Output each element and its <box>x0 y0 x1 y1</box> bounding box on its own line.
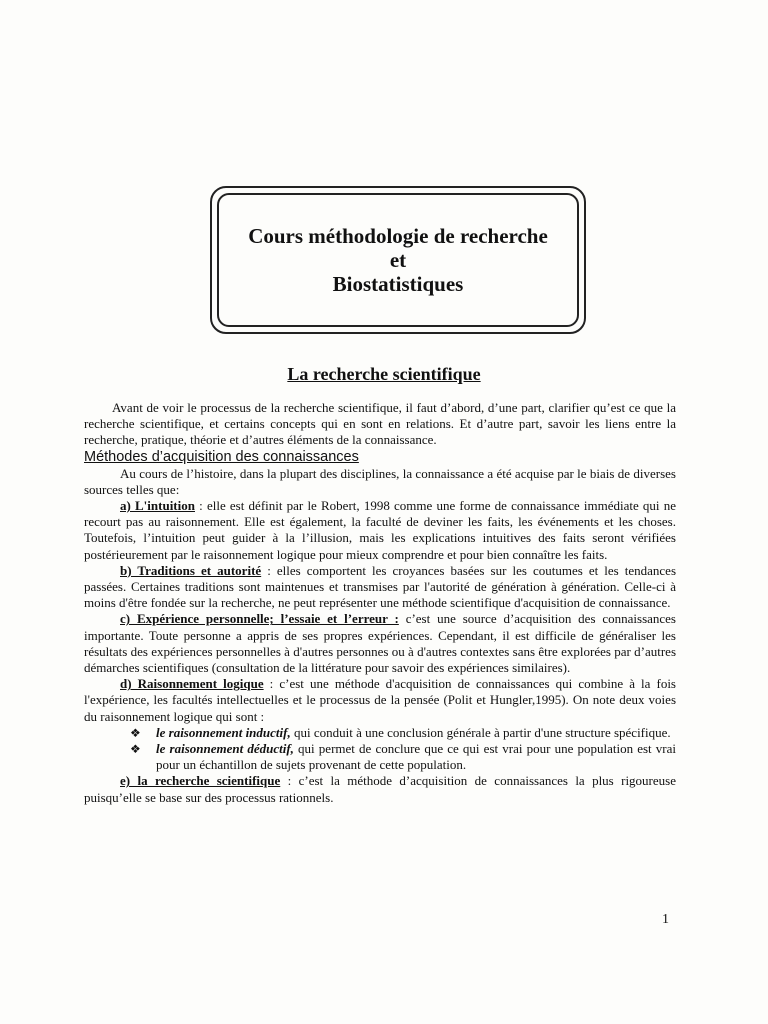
item-text: : c’est une méthode d'acquisition de connaissances qui combine à la fois l'expérience, les facultés intellectuelles et le processus de la pensée (Polit et Hungler,1995). On note deux voies du raisonnement logique qui sont : <box>84 676 676 724</box>
bullet-emphasis: le raisonnement inductif, <box>156 724 291 740</box>
section-heading-text: La recherche scientifique <box>287 364 481 384</box>
bullet-item <box>84 725 676 741</box>
course-title-line1: Cours méthodologie de recherche <box>248 224 548 248</box>
subsection-title: Méthodes d’acquisition des connaissances <box>84 448 359 465</box>
item-label: e) la recherche scientifique <box>120 773 281 789</box>
item-text: : elle est définit par le Robert, 1998 comme une forme de connaissance immédiate qui ne recourt pas au raisonnement. Elle est également, la faculté de deviner les faits, les événements et les choses. Toutefois, l’intuition peut guider à la l’illusion, mais les explications intuitives des faits seront vérifiées postérieurement par le raisonnement logique pour mieux comprendre et pour bien connaître les faits. <box>84 498 676 562</box>
course-title-line2: et <box>389 248 407 272</box>
item-label: b) Traditions et autorité <box>120 562 262 578</box>
page-number: 1 <box>662 912 669 927</box>
section-heading <box>0 364 768 385</box>
intro-paragraph: Avant de voir le processus de la recherche scientifique, il faut d’abord, d’une part, clarifier qu’est ce que la recherche scientifique, et certains concepts qui en sont en relations. Et d’autre part, savoir les liens entre la recherche, pratique, théorie et d’autres éléments de la connaissance. <box>84 400 676 448</box>
diamond-bullet-icon: ❖ <box>130 725 141 740</box>
subsection-intro: Au cours de l’histoire, dans la plupart des disciplines, la connaissance a été acquise par le biais de diverses sources telles que: <box>84 465 676 497</box>
title-box-inner <box>217 193 579 327</box>
list-item <box>84 611 676 676</box>
title-box <box>210 186 586 334</box>
list-item <box>84 676 676 725</box>
item-text: : c’est la méthode d’acquisition de connaissances la plus rigoureuse puisqu’elle se base sur des processus rationnels. <box>84 773 676 805</box>
diamond-bullet-icon: ❖ <box>130 742 141 757</box>
list-item <box>84 773 676 805</box>
bullet-text: qui conduit à une conclusion générale à partir d'une structure spécifique. <box>290 724 671 740</box>
item-text: : elles comportent les croyances basées sur les coutumes et les tendances passées. Certaines traditions sont maintenues et transmises par l'autorité de génération à génération. Celle-ci à moins d'être fondée sur la recherche, ne peut représenter une méthode scientifique d'acquisition de connaissance. <box>84 562 676 611</box>
body-text <box>84 400 676 806</box>
bullet-emphasis: le raisonnement déductif, <box>156 741 294 757</box>
list-item <box>84 498 676 563</box>
item-label: a) L'intuition <box>120 498 195 514</box>
list-item <box>84 563 676 612</box>
bullet-item <box>84 741 676 773</box>
item-label: c) Expérience personnelle; l’essaie et l’erreur : <box>120 611 399 627</box>
bullet-text: qui permet de conclure que ce qui est vrai pour une population est vrai pour un échantillon de sujets provenant de cette population. <box>156 741 677 773</box>
course-title-line3: Biostatistiques <box>332 272 464 296</box>
item-text: c’est une source d’acquisition des connaissances importante. Toute personne a appris de ses propres expériences. Cependant, il est difficile de généraliser les résultats des expériences personnelles à d'autres personnes ou à d'autres contextes sans être explorées par d’autres démarches scientifiques (consultation de la littérature pour savoir des expériences similaires). <box>84 611 676 676</box>
item-label: d) Raisonnement logique <box>120 676 264 692</box>
